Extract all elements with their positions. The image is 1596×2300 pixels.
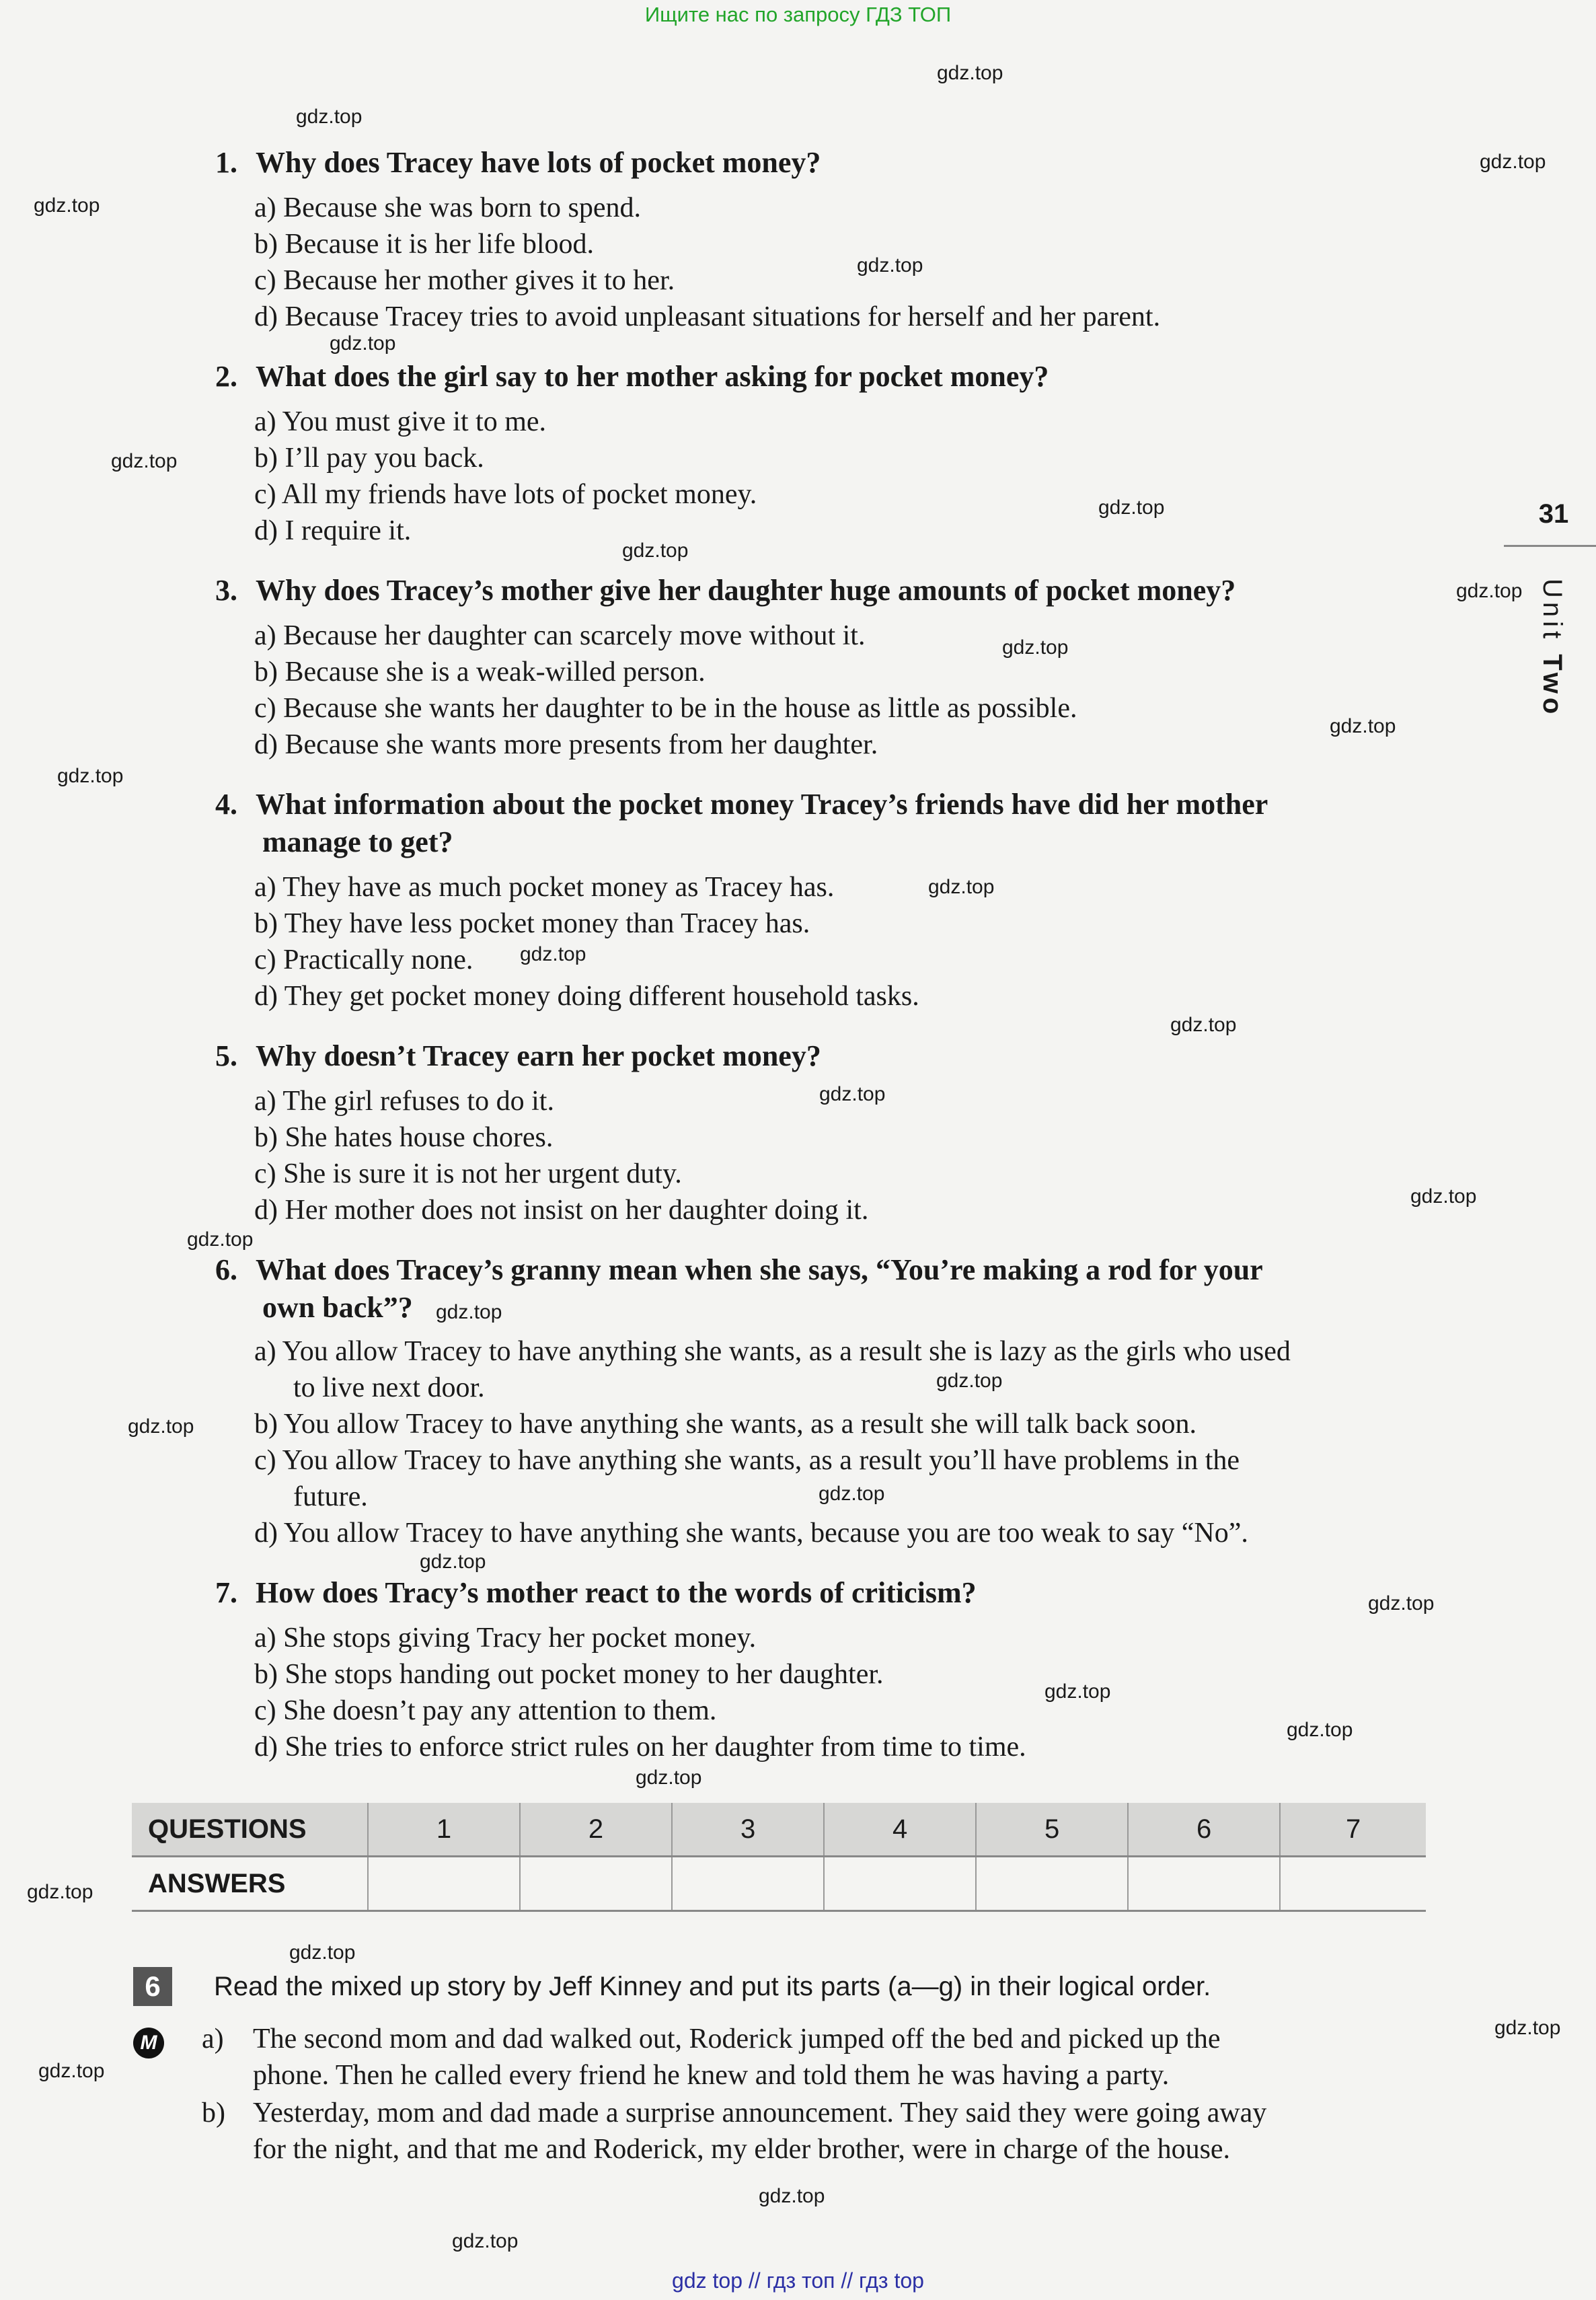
question-number: 1. <box>215 146 237 179</box>
option: b) Because it is her life blood. <box>254 229 595 260</box>
option-continued: to live next door. <box>293 1372 485 1403</box>
watermark: gdz.top <box>34 194 100 217</box>
option: c) Because her mother gives it to her. <box>254 265 675 296</box>
watermark: gdz.top <box>187 1228 254 1251</box>
option-continuation <box>254 1479 1424 1515</box>
question-number-cell: 2 <box>520 1803 672 1857</box>
watermark: gdz.top <box>420 1551 486 1573</box>
option: b) She hates house chores. <box>254 1122 554 1153</box>
unit-number-word: Two <box>1537 654 1567 718</box>
answer-cell[interactable] <box>1280 1857 1426 1911</box>
watermark: gdz.top <box>1368 1592 1435 1615</box>
watermark: gdz.top <box>296 106 363 128</box>
watermark: gdz.top <box>1330 715 1396 737</box>
footer-links[interactable]: gdz top // гдз топ // гдз top <box>672 2268 924 2293</box>
option: a) You allow Tracey to have anything she wants, as a result she is lazy as the girls who used <box>254 1336 1291 1367</box>
question-text-continued: manage to get? <box>262 825 453 858</box>
option-continuation <box>254 1370 1424 1406</box>
question-text: Why does Tracey’s mother give her daughter huge amounts of pocket money? <box>256 574 1236 607</box>
watermark: gdz.top <box>1044 1680 1111 1703</box>
option: a) You must give it to me. <box>254 406 547 437</box>
watermark: gdz.top <box>928 876 995 898</box>
question-5 <box>215 1037 1426 1075</box>
option: d) Because Tracey tries to avoid unpleasant situations for herself and her parent. <box>254 301 1161 332</box>
watermark: gdz.top <box>1480 151 1546 173</box>
page-number: 31 <box>1538 499 1569 529</box>
watermark: gdz.top <box>289 1941 356 1964</box>
story-part-a <box>202 2021 1426 2093</box>
question-number-cell: 6 <box>1128 1803 1280 1857</box>
watermark: gdz.top <box>436 1301 502 1323</box>
question-text: What information about the pocket money Tracey’s friends have did her mother <box>256 788 1268 821</box>
watermark: gdz.top <box>857 254 923 276</box>
option: c) Practically none. <box>254 944 473 975</box>
option: b) Because she is a weak-willed person. <box>254 657 706 688</box>
watermark: gdz.top <box>111 450 178 472</box>
watermark: gdz.top <box>622 540 689 562</box>
answer-cell[interactable] <box>824 1857 976 1911</box>
question-text: How does Tracy’s mother react to the words of criticism? <box>256 1576 977 1609</box>
question-6 <box>215 1251 1426 1327</box>
story-part-text-continued: for the night, and that me and Roderick, my elder brother, were in charge of the house. <box>253 2134 1231 2165</box>
question-number-cell: 3 <box>672 1803 824 1857</box>
watermark: gdz.top <box>1002 636 1069 659</box>
question-1 <box>215 144 1426 182</box>
question-number: 2. <box>215 360 237 393</box>
question-text: Why doesn’t Tracey earn her pocket money? <box>256 1039 821 1072</box>
option: d) You allow Tracey to have anything she wants, because you are too weak to say “No”. <box>254 1518 1248 1549</box>
story-part-label: b) <box>202 2098 225 2128</box>
watermark: gdz.top <box>636 1767 702 1789</box>
question-4 <box>215 786 1426 861</box>
question-2 <box>215 358 1426 396</box>
answer-cell[interactable] <box>1128 1857 1280 1911</box>
watermark: gdz.top <box>1287 1719 1353 1741</box>
answers-row <box>132 1857 1426 1911</box>
option: b) I’ll pay you back. <box>254 443 484 474</box>
story-part-text-continued: phone. Then he called every friend he knew and told them he was having a party. <box>253 2060 1170 2091</box>
watermark: gdz.top <box>520 943 586 965</box>
question-7 <box>215 1574 1426 1612</box>
option-continued: future. <box>293 1481 368 1512</box>
story-part-b <box>202 2095 1426 2167</box>
watermark: gdz.top <box>128 1415 194 1438</box>
question-text: Why does Tracey have lots of pocket money? <box>256 146 821 179</box>
question-text-continued: own back”? <box>262 1291 413 1324</box>
watermark: gdz.top <box>1494 2017 1561 2039</box>
answer-table <box>132 1803 1426 1912</box>
watermark: gdz.top <box>38 2060 105 2082</box>
option: d) Because she wants more presents from her daughter. <box>254 729 878 760</box>
option: d) Her mother does not insist on her daughter doing it. <box>254 1195 869 1226</box>
option: a) Because she was born to spend. <box>254 192 641 223</box>
watermark: gdz.top <box>57 765 124 787</box>
question-3 <box>215 572 1426 609</box>
option: c) You allow Tracey to have anything she wants, as a result you’ll have problems in the <box>254 1445 1240 1476</box>
answer-cell[interactable] <box>672 1857 824 1911</box>
page-number-divider <box>1504 545 1596 547</box>
option: b) They have less pocket money than Tracey has. <box>254 908 810 939</box>
watermark: gdz.top <box>819 1483 885 1505</box>
question-number: 7. <box>215 1576 237 1609</box>
option: a) She stops giving Tracy her pocket money. <box>254 1623 757 1654</box>
option: b) She stops handing out pocket money to her daughter. <box>254 1659 884 1690</box>
watermark: gdz.top <box>330 332 396 355</box>
story-part-label: a) <box>202 2024 224 2054</box>
question-number: 5. <box>215 1039 237 1072</box>
question-number: 6. <box>215 1253 237 1286</box>
watermark: gdz.top <box>1098 496 1165 519</box>
question-number-cell: 7 <box>1280 1803 1426 1857</box>
option: c) She doesn’t pay any attention to them. <box>254 1695 717 1726</box>
question-number-cell: 1 <box>368 1803 520 1857</box>
watermark: gdz.top <box>936 1370 1003 1392</box>
option: c) All my friends have lots of pocket money. <box>254 479 757 510</box>
question-number: 4. <box>215 788 237 821</box>
watermark: gdz.top <box>452 2230 519 2252</box>
option: d) She tries to enforce strict rules on her daughter from time to time. <box>254 1732 1026 1763</box>
option: c) Because she wants her daughter to be in the house as little as possible. <box>254 693 1077 724</box>
top-banner[interactable]: Ищите нас по запросу ГДЗ ТОП <box>644 3 952 26</box>
question-text: What does the girl say to her mother asking for pocket money? <box>256 360 1049 393</box>
option: a) The girl refuses to do it. <box>254 1086 554 1117</box>
answers-header: ANSWERS <box>132 1857 368 1911</box>
task-instruction: Read the mixed up story by Jeff Kinney and put its parts (a—g) in their logical order. <box>214 1972 1211 2001</box>
question-number-cell: 5 <box>976 1803 1128 1857</box>
option: b) You allow Tracey to have anything she wants, as a result she will talk back soon. <box>254 1409 1196 1440</box>
answer-cell[interactable] <box>368 1857 520 1911</box>
watermark: gdz.top <box>1410 1185 1477 1208</box>
story-part-text: The second mom and dad walked out, Roderick jumped off the bed and picked up the <box>253 2024 1221 2054</box>
watermark: gdz.top <box>27 1881 93 1903</box>
watermark: gdz.top <box>819 1083 886 1105</box>
option: a) They have as much pocket money as Tracey has. <box>254 872 835 903</box>
questions-header: QUESTIONS <box>132 1803 368 1857</box>
watermark: gdz.top <box>759 2185 825 2207</box>
multimedia-icon: M <box>133 2028 164 2058</box>
question-text: What does Tracey’s granny mean when she says, “You’re making a rod for your <box>256 1253 1263 1286</box>
answer-cell[interactable] <box>520 1857 672 1911</box>
question-number: 3. <box>215 574 237 607</box>
option: d) They get pocket money doing different household tasks. <box>254 981 919 1012</box>
option: c) She is sure it is not her urgent duty. <box>254 1158 682 1189</box>
task-number-badge: 6 <box>133 1967 172 2006</box>
watermark: gdz.top <box>1456 580 1523 602</box>
option: a) Because her daughter can scarcely move without it. <box>254 620 866 651</box>
unit-label <box>1527 579 1567 718</box>
unit-word: Unit <box>1537 579 1567 643</box>
questions-row <box>132 1803 1426 1857</box>
answer-cell[interactable] <box>976 1857 1128 1911</box>
question-number-cell: 4 <box>824 1803 976 1857</box>
watermark: gdz.top <box>1170 1014 1237 1036</box>
watermark: gdz.top <box>937 62 1003 84</box>
option: d) I require it. <box>254 515 412 546</box>
story-part-text: Yesterday, mom and dad made a surprise announcement. They said they were going away <box>253 2098 1267 2128</box>
